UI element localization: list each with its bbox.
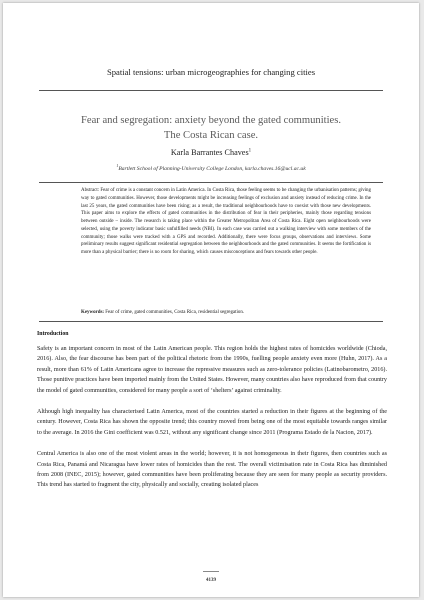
author-superscript: 1 [248,148,252,154]
author-line [3,148,419,157]
keywords-text: Fear of crime, gated communities, Costa Rica, residential segregation. [105,310,245,315]
body-paragraph: Safety is an important concern in most of the Latin American people. This region holds the highest rates of homicides worldwide (Chioda, 2016). Also, the fear discourse has been part of the political rhetoric from the 1990s, fuelling people anxiety even more (Huhn, 2017). As a result, more than 61% of Latin Americans agree to increase the repressive measures such as zero-tolerance policies (Latinobarometro, 2016). Those punitive practices have been imported mainly from the United States. However, many countries also have reproduced from that country the model of gated communities, considered for many people a sort of ‘shelters’ against criminality. [37,346,387,394]
page-number: 4139 [206,578,216,583]
keywords-line [81,310,371,315]
affiliation-text: Bartlett School of Planning-University College London, karla.chaves.16@ucl.ac.uk [118,165,306,172]
author-name: Karla Barrantes Chaves [170,148,249,157]
abstract-top-rule [39,182,383,183]
keywords-label: Keywords: [81,310,105,315]
body-paragraph: Although high inequality has characterised Latin America, most of the countries started a reduction in their figures at the beginning of the century. However, Costa Rica has shown the opposite trend; this country moved from being one of the most equitable towards ranges similar to the average. In 2016 the Gini coefficient was 0.521, without any significant change since 2011 (Programa Estado de la Nacion, 2017). [37,409,387,436]
affiliation-line [3,163,419,172]
series-title: Spatial tensions: urban microgeographies for changing cities [106,67,316,77]
paper-page [3,3,419,597]
header-divider [39,90,383,91]
abstract-bottom-rule [39,321,383,322]
body-text [37,344,387,502]
body-paragraph: Central America is also one of the most violent areas in the world; however, it is not homogeneous in their figures, then countries such as Costa Rica, Panamá and Nicaragua have lower rates of homicides than the rest. The overall victimisation rate in Costa Rica has diminished from 2008 (INEC, 2015); however, gated communities have been proliferating because they are seen for many people as security providers. This trend has started to fragment the city, physically and socially, creating isolated places [37,451,387,489]
abstract-text: Abstract: Fear of crime is a constant concern in Latin America. In Costa Rica, those feeling seems to be changing the urbanisation patterns; giving way to gated communities. However, those developments might be increasing feelings of exclusion and anxiety instead of reducing crime. In the last 25 years, the gated communities have been rising; as a result, the traditional neighbourhoods have to coexist with those new developments. This paper aims to explore the effects of gated communities in the distribution of fear in their peripheries, mainly those regarding tensions between outside – inside. The research is taking place within the Greater Metropolitan Area of Costa Rica. Eight open neighbourhoods were selected, using the poverty indicator basic unfulfilled needs (NBI). In each case was carried out a walking interview with some members of the community; those walks were tracked with a GPS and recorded. Additionally, there were focus groups, observations and interviews. Some preliminary results suggest significant residential segregation between the neighbourhoods and the gated communities. It seems the fortification is more than a physical barrier; there is no room for sharing, which causes misconceptions and fears towards other people. [81,188,371,255]
footer-divider [203,571,219,572]
paper-title: Fear and segregation: anxiety beyond the gated communities. The Costa Rican case. [80,115,342,141]
section-heading: Introduction [37,331,69,337]
affiliation-superscript: 1 [116,163,119,168]
